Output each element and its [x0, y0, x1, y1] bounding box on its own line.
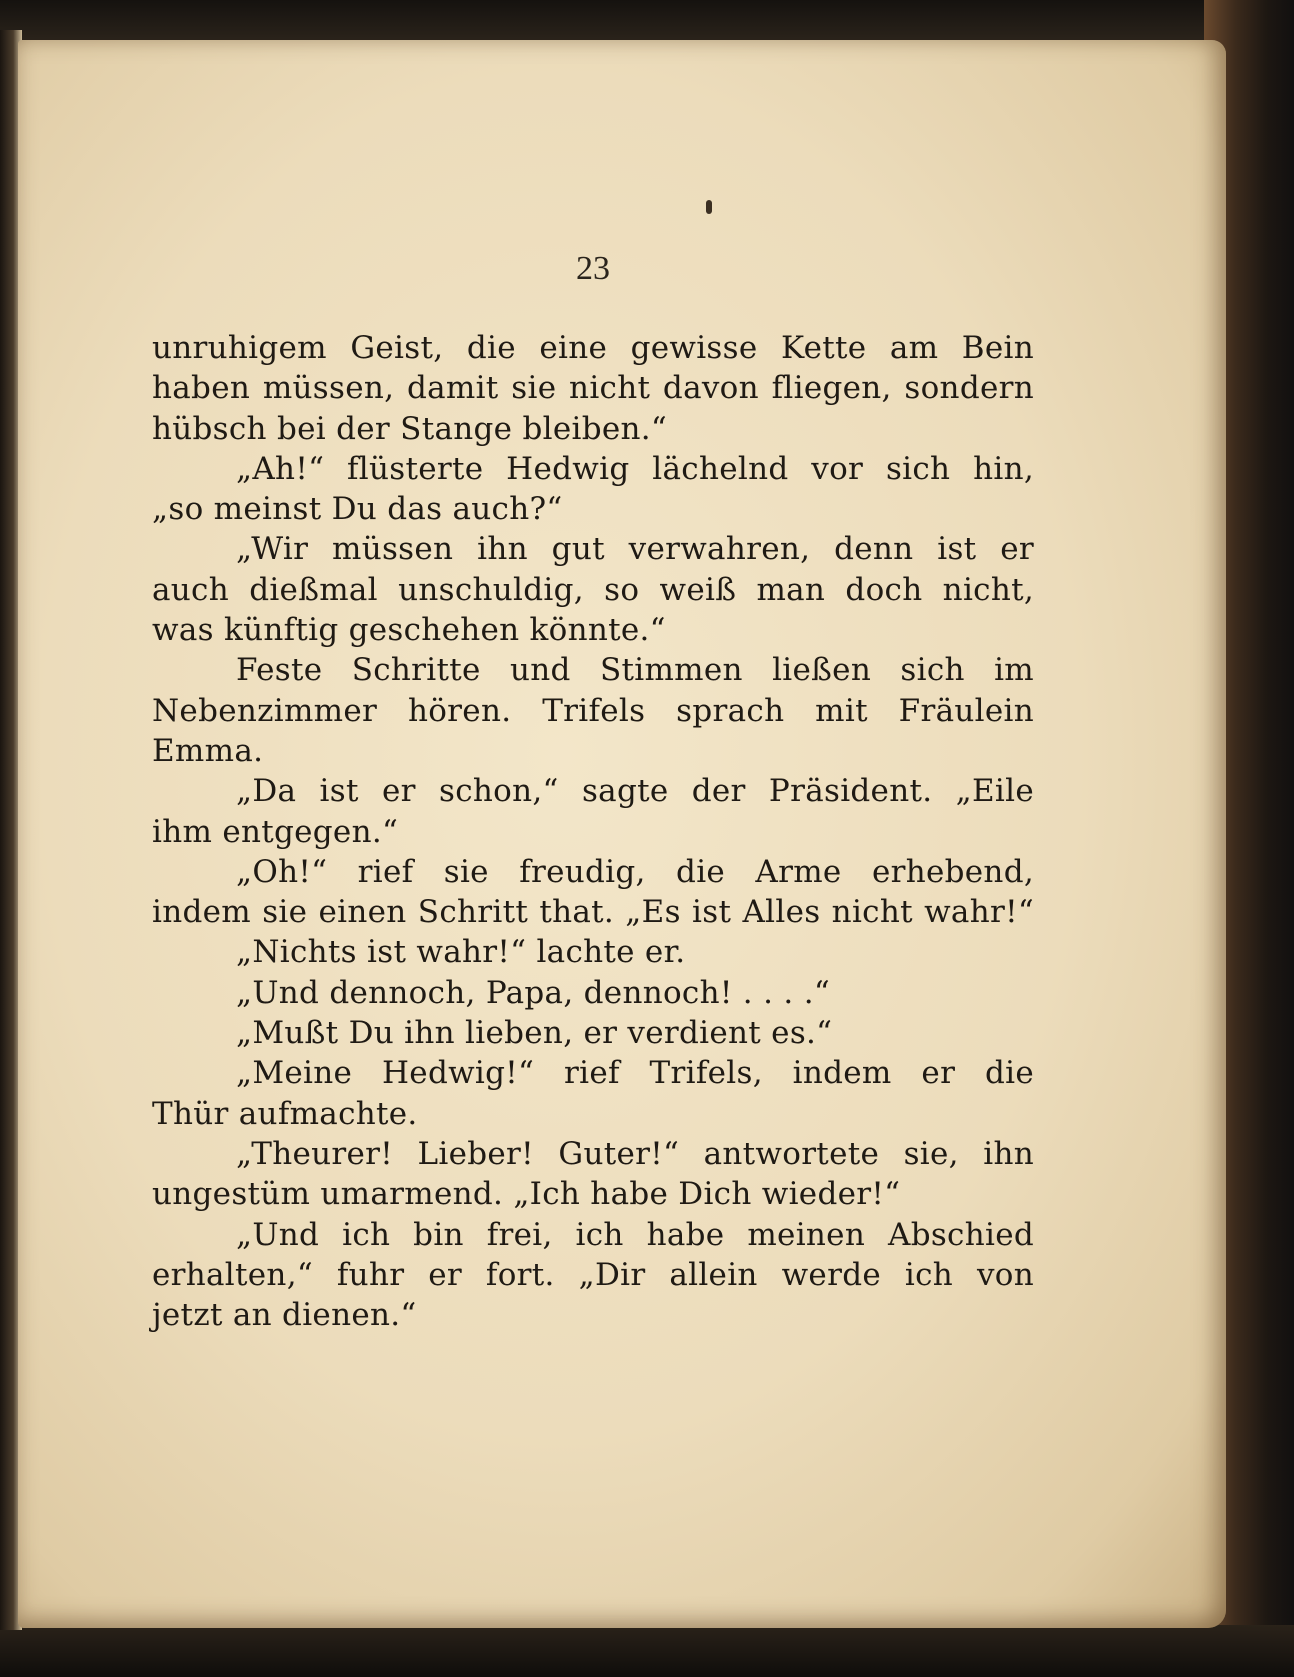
text-line: Nebenzimmer hören. Trifels sprach mit Fräulein — [152, 692, 1034, 729]
text-line: was künftig geschehen könnte.“ — [152, 612, 666, 649]
text-line: ungestüm umarmend. „Ich habe Dich wieder!“ — [152, 1176, 901, 1213]
text-line: „Da ist er schon,“ sagte der Präsident. „Eile — [236, 773, 1034, 810]
text-line: hübsch bei der Stange bleiben.“ — [152, 410, 668, 447]
page-number: 23 — [576, 250, 610, 287]
book-page — [18, 40, 1226, 1628]
text-line: unruhigem Geist, die eine gewisse Kette am Bein — [152, 330, 1034, 366]
text-line: „so meinst Du das auch?“ — [152, 491, 563, 528]
text-line: indem sie einen Schritt that. „Es ist Alles nicht wahr!“ — [152, 894, 1034, 931]
text-line: „Und dennoch, Papa, dennoch! . . . .“ — [236, 974, 830, 1011]
text-line: haben müssen, damit sie nicht davon fliegen, sondern — [152, 370, 1034, 407]
text-line: Thür aufmachte. — [152, 1095, 418, 1132]
text-line: „Und ich bin frei, ich habe meinen Abschied — [236, 1216, 1034, 1253]
text-line: „Meine Hedwig!“ rief Trifels, indem er die — [236, 1055, 1034, 1092]
text-line: „Ah!“ flüsterte Hedwig lächelnd vor sich hin, — [236, 450, 1034, 487]
text-line: jetzt an dienen.“ — [152, 1297, 417, 1334]
cover-bottom-edge — [0, 1625, 1294, 1677]
text-line: Emma. — [152, 732, 264, 769]
ink-speck — [706, 200, 712, 214]
text-line: „Theurer! Lieber! Guter!“ antwortete sie, ihn — [236, 1135, 1034, 1172]
text-line: „Wir müssen ihn gut verwahren, denn ist er — [236, 531, 1034, 568]
body-text — [152, 328, 1034, 1335]
text-line: erhalten,“ fuhr er fort. „Dir allein werde ich von — [152, 1256, 1034, 1293]
text-line: „Mußt Du ihn lieben, er verdient es.“ — [236, 1015, 833, 1052]
text-line: ihm entgegen.“ — [152, 813, 399, 850]
text-line: Feste Schritte und Stimmen ließen sich im — [236, 652, 1034, 689]
text-line: „Nichts ist wahr!“ lachte er. — [236, 934, 686, 971]
text-line: auch dießmal unschuldig, so weiß man doch nicht, — [152, 571, 1034, 608]
text-line: „Oh!“ rief sie freudig, die Arme erhebend, — [236, 853, 1034, 890]
